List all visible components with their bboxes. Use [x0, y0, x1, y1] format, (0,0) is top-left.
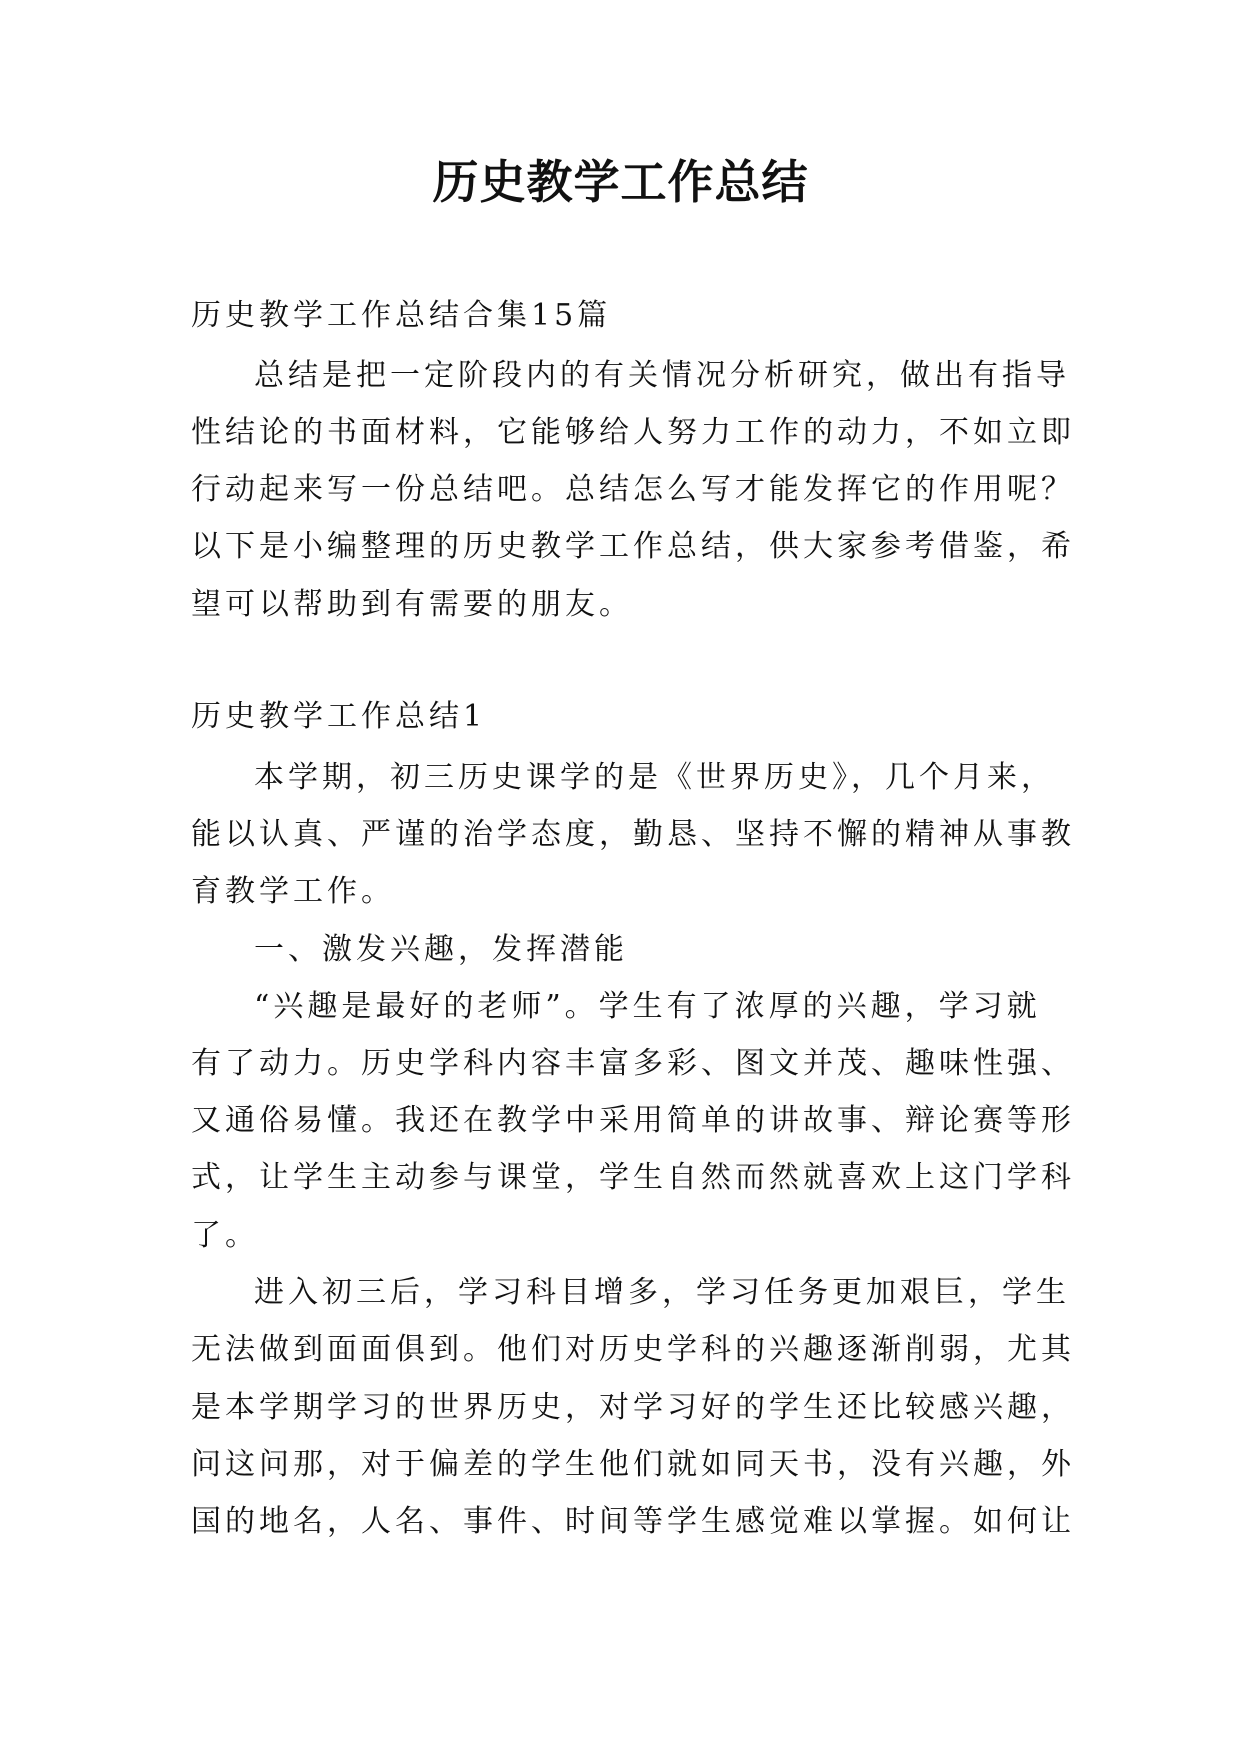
body-line-7: 式，让学生主动参与课堂，学生自然而然就喜欢上这门学科 [191, 1160, 1075, 1195]
intro-line-5: 望可以帮助到有需要的朋友。 [191, 587, 633, 622]
body-line-4: “兴趣是最好的老师”。学生有了浓厚的兴趣，学习就 [254, 989, 1041, 1024]
document-title: 历史教学工作总结 [432, 155, 809, 209]
body-line-12: 问这问那，对于偏差的学生他们就如同天书，没有兴趣，外 [191, 1447, 1075, 1482]
body-line-8: 了。 [191, 1218, 259, 1253]
intro-line-4: 以下是小编整理的历史教学工作总结，供大家参考借鉴，希 [191, 529, 1075, 564]
body-line-10: 无法做到面面俱到。他们对历史学科的兴趣逐渐削弱，尤其 [191, 1332, 1075, 1367]
body-line-3: 育教学工作。 [191, 874, 395, 909]
body-line-9: 进入初三后，学习科目增多，学习任务更加艰巨，学生 [254, 1275, 1070, 1310]
section-heading-1: 历史教学工作总结1 [191, 699, 487, 734]
collection-heading: 历史教学工作总结合集15篇 [191, 298, 612, 333]
subheading-1: 一、激发兴趣，发挥潜能 [254, 932, 628, 967]
intro-line-1: 总结是把一定阶段内的有关情况分析研究，做出有指导 [254, 358, 1070, 393]
intro-line-3: 行动起来写一份总结吧。总结怎么写才能发挥它的作用呢？ [191, 472, 1075, 507]
body-line-2: 能以认真、严谨的治学态度，勤恳、坚持不懈的精神从事教 [191, 817, 1075, 852]
body-line-13: 国的地名，人名、事件、时间等学生感觉难以掌握。如何让 [191, 1504, 1075, 1539]
body-line-1: 本学期，初三历史课学的是《世界历史》，几个月来， [254, 760, 1055, 795]
body-line-6: 又通俗易懂。我还在教学中采用简单的讲故事、辩论赛等形 [191, 1103, 1075, 1138]
intro-line-2: 性结论的书面材料，它能够给人努力工作的动力，不如立即 [191, 415, 1075, 450]
body-line-5: 有了动力。历史学科内容丰富多彩、图文并茂、趣味性强、 [191, 1046, 1075, 1081]
body-line-11: 是本学期学习的世界历史，对学习好的学生还比较感兴趣， [191, 1390, 1075, 1425]
